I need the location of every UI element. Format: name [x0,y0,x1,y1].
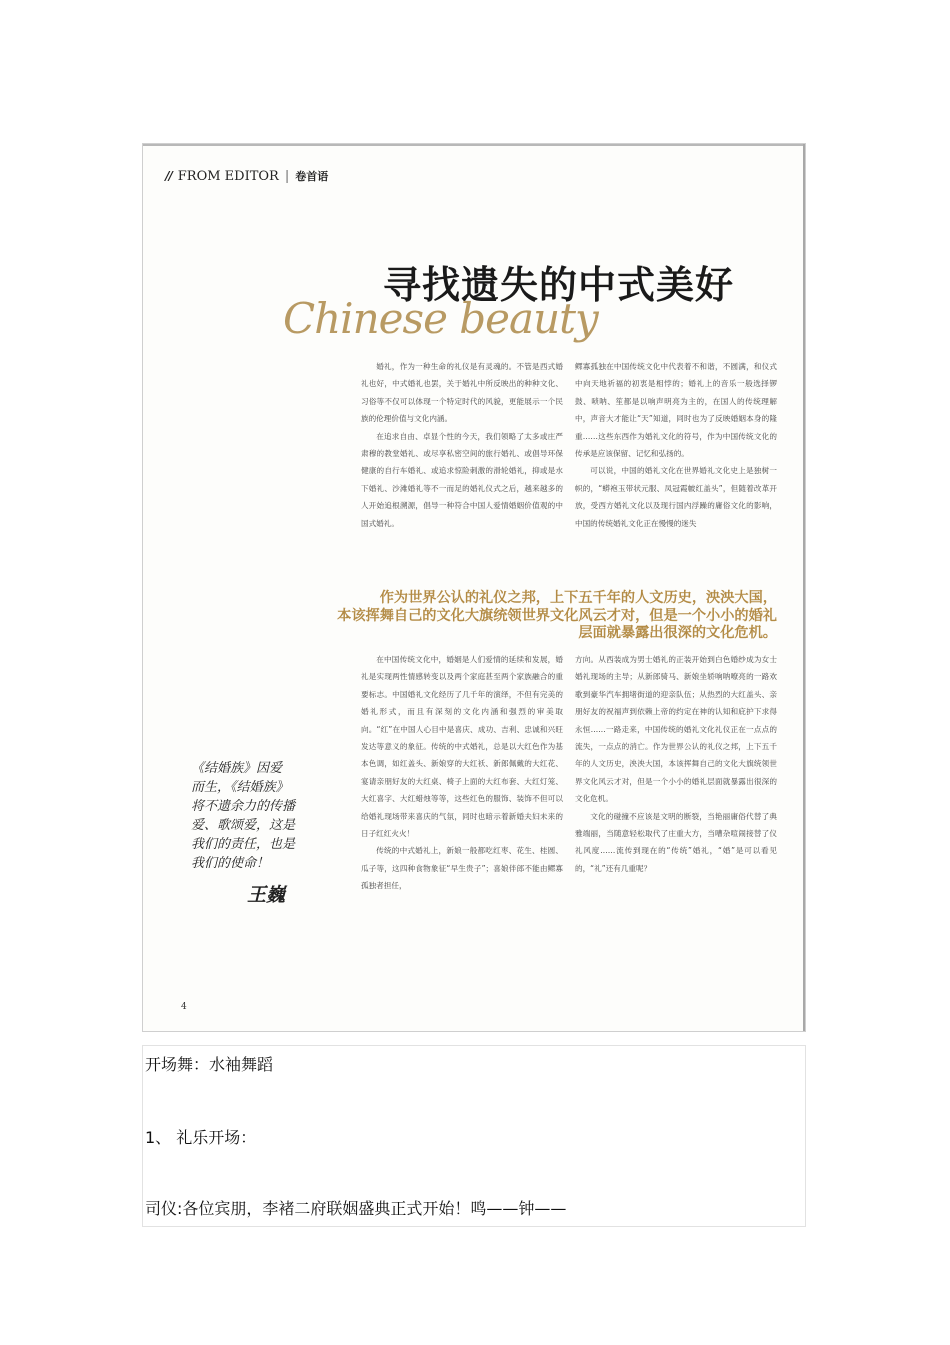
calligraphy-line: 我们的责任，也是 [191,837,296,852]
paragraph: 文化的碰撞不应该是文明的断裂，当艳丽庸俗代替了典雅端丽，当随意轻松取代了庄重大方，当嘈杂喧闹接替了仪礼风度……流传到现在的“传统”婚礼，“婚”是可以看见的，“礼”还有几重呢？ [575,811,777,873]
ceremony-text-block [142,1045,806,1227]
page-number: 4 [181,1002,187,1012]
paragraph: 传统的中式婚礼上，新娘一般都吃红枣、花生、桂圆、瓜子等，这四种食物象征“早生贵子”；喜娘伴郎不能由鳏寡孤独者担任， [361,846,563,891]
paragraph: 在追求自由、卓显个性的今天，我们领略了太多或庄严肃穆的教堂婚礼、或尽享私密空间的旅行婚礼、或倡导环保健康的自行车婚礼、或追求惊险刺激的滑轮婚礼，抑或是水下婚礼、沙滩婚礼等不一而足的婚礼仪式之后，越来越多的人开始追根溯源，倡导一种符合中国人爱情婚姻价值观的中国式婚礼。 [361,431,563,528]
calligraphy-note [191,759,336,873]
pull-quote-line: 作为世界公认的礼仪之邦，上下五千年的人文历史，泱泱大国， [379,590,777,606]
text-line-music-opening: 1、 礼乐开场： [145,1128,257,1147]
page-top-edge [143,144,805,146]
paragraph: 可以说，中国的婚礼文化在世界婚礼文化史上是独树一帜的，“蟒袍玉带状元服、凤冠霞帔红盖头”，但随着改革开放，受西方婚礼文化以及现行国内浮躁的庸俗文化的影响，中国的传统婚礼文化正在慢慢的迷失 [575,466,777,528]
pull-quote [273,590,777,643]
magazine-header [165,166,328,186]
column-bottom-right [575,651,777,941]
text-line-opening-dance: 开场舞：水袖舞蹈 [145,1055,274,1074]
calligraphy-line: 爱、歌颂爱，这是 [191,818,296,833]
header-logo-text: FROM EDITOR [177,168,279,184]
pull-quote-line: 层面就暴露出很深的文化危机。 [578,625,777,641]
magazine-logo-icon: // [165,169,172,183]
page-right-edge [803,144,805,1031]
calligraphy-line: 《结婚族》因爱 [191,761,283,776]
paragraph: 方向。从西装成为男士婚礼的正装开始到白色婚纱成为女士婚礼现场的主导；从新郎骑马、新娘坐轿响呐嘹亮的一路欢歌到豪华汽车拥堵街道的迎亲队伍；从热烈的大红盖头、亲朋好友的祝福声到依赖上帝的约定在神的认知和庇护下求得永恒……一路走来，中国传统的婚礼文化礼仪正在一点点的流失，一点点的消亡。作为世界公认的礼仪之邦，上下五千年的人文历史，泱泱大国，本该挥舞自己的文化大旗统领世界文化风云才对，但是一个小小的婚礼层面就暴露出很深的文化危机。 [575,655,777,804]
paragraph: 在中国传统文化中，婚姻是人们爱情的延续和发展，婚礼是实现两性情感转变以及两个家庭甚至两个家族融合的重要标志。中国婚礼文化经历了几千年的演绎，不但有完美的婚礼形式，而且有深刻的文化内涵和强烈的审美取向。“红”在中国人心目中是喜庆、成功、吉利、忠诚和兴旺发达等意义的象征。传统的中式婚礼，总是以大红色作为基本色调，如红盖头、新娘穿的大红袄、新郎佩戴的大红花、宴请亲朋好友的大红桌、椅子上面的大红布套、大红灯笼、大红喜字、大红蜡烛等等，这些红色的服饰、装饰不但可以给婚礼现场带来喜庆的气氛，同时也暗示着新婚夫妇未来的日子红红火火！ [361,655,563,839]
header-separator: | [284,168,290,184]
text-line-host-speech: 司仪:各位宾朋，李褚二府联姻盛典正式开始！鸣——钟—— [145,1199,567,1218]
paragraph: 鳏寡孤独在中国传统文化中代表着不和谐，不圆满，和仪式中向天地祈福的初衷是相悖的；婚礼上的音乐一般选择锣鼓、唢呐、笙都是以响声明亮为主的，在国人的传统理解中，声音大才能让“天”知道，同时也为了反映婚姻本身的隆重……这些东西作为婚礼文化的符号，作为中国传统文化的传承是应该保留、记忆和弘扬的。 [575,362,777,459]
calligraphy-line: 将不遗余力的传播 [191,799,296,814]
column-top-right [575,358,777,584]
magazine-page-image [142,143,806,1032]
article-title: 寻找遗失的中式美好 [383,262,735,307]
calligraphy-line: 而生，《结婚族》 [191,780,289,795]
calligraphy-signature: 王巍 [247,884,286,906]
column-bottom-left [361,651,563,961]
header-section: 卷首语 [295,170,329,183]
pull-quote-line: 本该挥舞自己的文化大旗统领世界文化风云才对，但是一个小小的婚礼 [337,607,777,624]
paragraph: 婚礼，作为一种生命的礼仪是有灵魂的。不管是西式婚礼也好，中式婚礼也罢，关于婚礼中所反映出的种种文化、习俗等不仅可以体现一个特定时代的风貌，更能展示一个民族的伦理价值与文化内涵。 [361,362,563,424]
column-top-left [361,358,563,584]
calligraphy-line: 我们的使命！ [191,856,270,871]
article-script-subtitle: Chinese beauty [283,294,598,343]
